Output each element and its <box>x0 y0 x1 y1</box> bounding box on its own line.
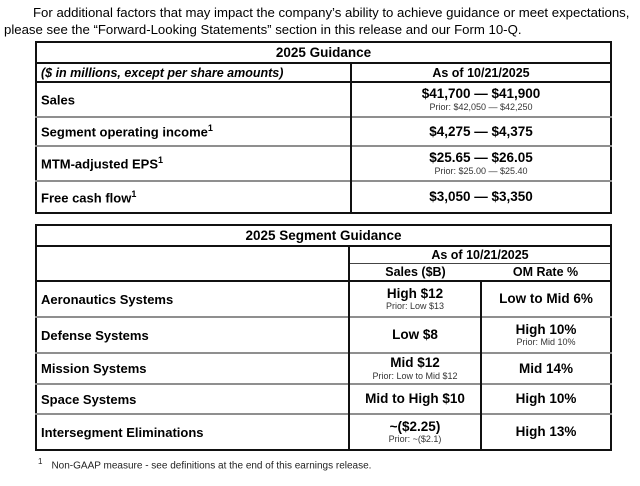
footnote-marker: 1 <box>158 155 164 166</box>
row-label-mission-systems <box>36 353 349 384</box>
value-range: Mid to High $10 <box>365 391 465 407</box>
row-label-text: Sales <box>41 92 75 108</box>
row-label-text: Defense Systems <box>41 327 149 343</box>
table-row <box>36 384 611 414</box>
value-range: High $12 <box>386 285 444 301</box>
row-om-aeronautics <box>481 281 611 317</box>
table-row <box>36 281 611 317</box>
row-sales-intersegment <box>349 414 481 450</box>
value-range: High 13% <box>515 424 577 440</box>
segment-header-spacer <box>36 246 349 281</box>
value-range: ~($2.25) <box>389 418 441 434</box>
row-label-text: Aeronautics Systems <box>41 291 174 307</box>
value-range: $4,275 — $4,375 <box>429 123 533 139</box>
guidance-table <box>35 41 612 214</box>
row-label-text: MTM-adjusted EPS <box>41 156 159 172</box>
value-range: Mid $12 <box>390 355 440 371</box>
segment-guidance-table <box>35 224 612 451</box>
row-label-free-cash-flow <box>36 181 351 213</box>
row-value-free-cash-flow <box>351 181 611 213</box>
guidance-units-note: ($ in millions, except per share amounts) <box>36 63 351 82</box>
row-om-intersegment <box>481 414 611 450</box>
value-range: Low $8 <box>392 327 438 343</box>
guidance-header-row <box>36 63 611 82</box>
value-range: High 10% <box>515 391 577 407</box>
prior-value: Prior: $25.00 — $25.40 <box>434 165 528 176</box>
segment-as-of-date: As of 10/21/2025 <box>349 246 611 264</box>
row-label-text: Intersegment Eliminations <box>41 424 204 440</box>
row-om-defense <box>481 317 611 353</box>
segment-asof-row <box>36 246 611 264</box>
value-range: $25.65 — $26.05 <box>429 150 533 166</box>
segment-table-title: 2025 Segment Guidance <box>36 225 611 246</box>
row-label-text: Free cash flow <box>41 190 132 206</box>
footnote-text: Non-GAAP measure - see definitions at the end of this earnings release. <box>51 460 372 472</box>
footnote <box>38 457 640 471</box>
row-sales-mission <box>349 353 481 384</box>
table-row <box>36 414 611 450</box>
row-label-text: Space Systems <box>41 391 137 407</box>
value-range: Low to Mid 6% <box>499 291 593 307</box>
row-label-text: Segment operating income <box>41 124 208 140</box>
prior-value: Prior: Low $13 <box>385 301 445 312</box>
row-value-sales <box>351 82 611 117</box>
value-range: Mid 14% <box>518 360 573 376</box>
column-header-sales: Sales ($B) <box>349 264 481 282</box>
guidance-title-row <box>36 42 611 63</box>
row-sales-aeronautics <box>349 281 481 317</box>
footnote-marker: 1 <box>207 123 213 134</box>
value-range: $41,700 — $41,900 <box>421 86 541 102</box>
column-header-om-rate: OM Rate % <box>481 264 611 282</box>
table-row <box>36 146 611 181</box>
value-range: High 10% <box>515 321 577 337</box>
footnote-marker: 1 <box>38 457 43 466</box>
row-label-text: Mission Systems <box>41 361 147 376</box>
row-label-segment-operating-income <box>36 117 351 146</box>
row-label-defense-systems <box>36 317 349 353</box>
table-row <box>36 317 611 353</box>
row-label-space-systems <box>36 384 349 414</box>
table-row <box>36 353 611 384</box>
guidance-table-title: 2025 Guidance <box>36 42 611 63</box>
row-value-mtm-adjusted-eps <box>351 146 611 181</box>
row-label-intersegment-eliminations <box>36 414 349 450</box>
intro-paragraph: For additional factors that may impact the company’s ability to achieve guidance or meet expectations, please see the “Forward-Looking Statements” section in this release and our Form 10-Q. <box>4 5 630 37</box>
table-row <box>36 82 611 117</box>
row-om-mission <box>481 353 611 384</box>
row-label-sales <box>36 82 351 117</box>
prior-value: Prior: Mid 10% <box>516 337 576 348</box>
prior-value: Prior: Low to Mid $12 <box>372 370 458 381</box>
segment-title-row <box>36 225 611 246</box>
row-value-segment-operating-income <box>351 117 611 146</box>
row-om-space <box>481 384 611 414</box>
value-range: $3,050 — $3,350 <box>429 189 533 205</box>
row-sales-space <box>349 384 481 414</box>
prior-value: Prior: $42,050 — $42,250 <box>429 101 533 112</box>
row-sales-defense <box>349 317 481 353</box>
row-label-mtm-adjusted-eps <box>36 146 351 181</box>
row-label-aeronautics-systems <box>36 281 349 317</box>
prior-value: Prior: ~($2.1) <box>388 434 442 445</box>
footnote-marker: 1 <box>131 188 137 199</box>
guidance-as-of-date: As of 10/21/2025 <box>351 63 611 82</box>
table-row <box>36 181 611 213</box>
table-row <box>36 117 611 146</box>
